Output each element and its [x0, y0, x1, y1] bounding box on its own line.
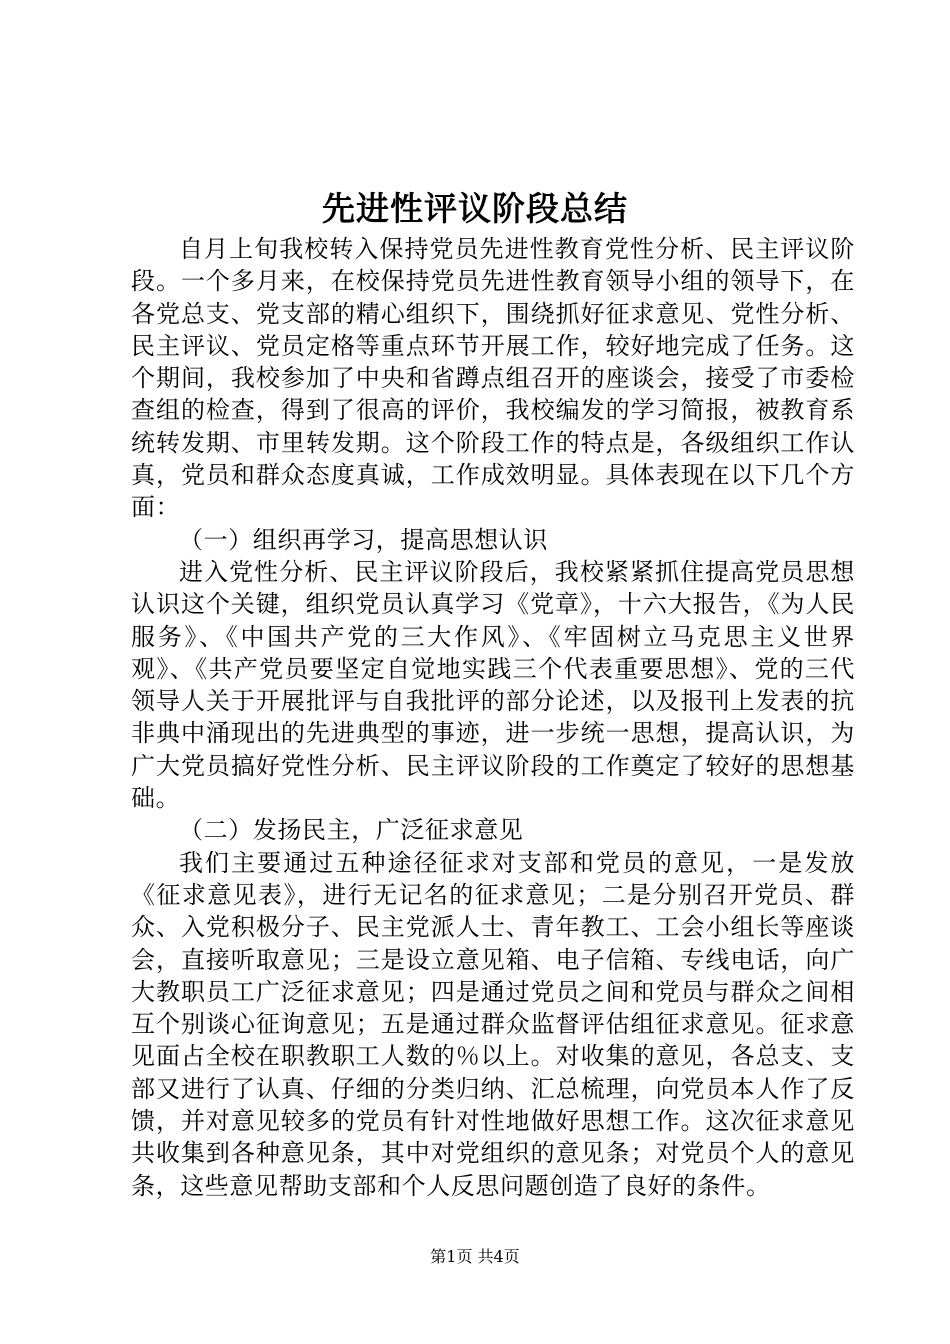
paragraph-opinions: 我们主要通过五种途径征求对支部和党员的意见，一是发放《征求意见表》，进行无记名的征求意见；二是分别召开党员、群众、入党积极分子、民主党派人士、青年教工、工会小组长等座谈会，直接听取意见；三是设立意见箱、电子信箱、专线电话，向广大教职员工广泛征求意见；四是通过党员之间和党员与群众之间相互个别谈心征询意见；五是通过群众监督评估组征求意见。征求意见面占全校在职教职工人数的％以上。对收集的意见，各总支、支部又进行了认真、仔细的分类归纳、汇总梳理，向党员本人作了反馈，并对意见较多的党员有针对性地做好思想工作。这次征求意见共收集到各种意见条，其中对党组织的意见条；对党员个人的意见条，这些意见帮助支部和个人反思问题创造了良好的条件。	[131, 848, 855, 1200]
section-heading-2: （二）发扬民主，广泛征求意见	[179, 816, 524, 845]
page-footer: 第1页 共4页	[430, 1247, 520, 1266]
document-body	[131, 233, 855, 1202]
paragraph-intro: 自月上旬我校转入保持党员先进性教育党性分析、民主评议阶段。一个多月来，在校保持党员先进性教育领导小组的领导下，在各党总支、党支部的精心组织下，围绕抓好征求意见、党性分析、民主评议、党员定格等重点环节开展工作，较好地完成了任务。这个期间，我校参加了中央和省蹲点组召开的座谈会，接受了市委检查组的检查，得到了很高的评价，我校编发的学习简报，被教育系统转发期、市里转发期。这个阶段工作的特点是，各级组织工作认真，党员和群众态度真诚，工作成效明显。具体表现在以下几个方面：	[131, 235, 855, 522]
document-title: 先进性评议阶段总结	[322, 189, 628, 228]
section-heading-1: （一）组织再学习，提高思想认识	[179, 525, 548, 554]
paragraph-study: 进入党性分析、民主评议阶段后，我校紧紧抓住提高党员思想认识这个关键，组织党员认真学习《党章》，十六大报告，《为人民服务》、《中国共产党的三大作风》、《牢固树立马克思主义世界观》、《共产党员要坚定自觉地实践三个代表重要思想》、党的三代领导人关于开展批评与自我批评的部分论述，以及报刊上发表的抗非典中涌现出的先进典型的事迹，进一步统一思想，提高认识，为广大党员搞好党性分析、民主评议阶段的工作奠定了较好的思想基础。	[131, 557, 855, 813]
